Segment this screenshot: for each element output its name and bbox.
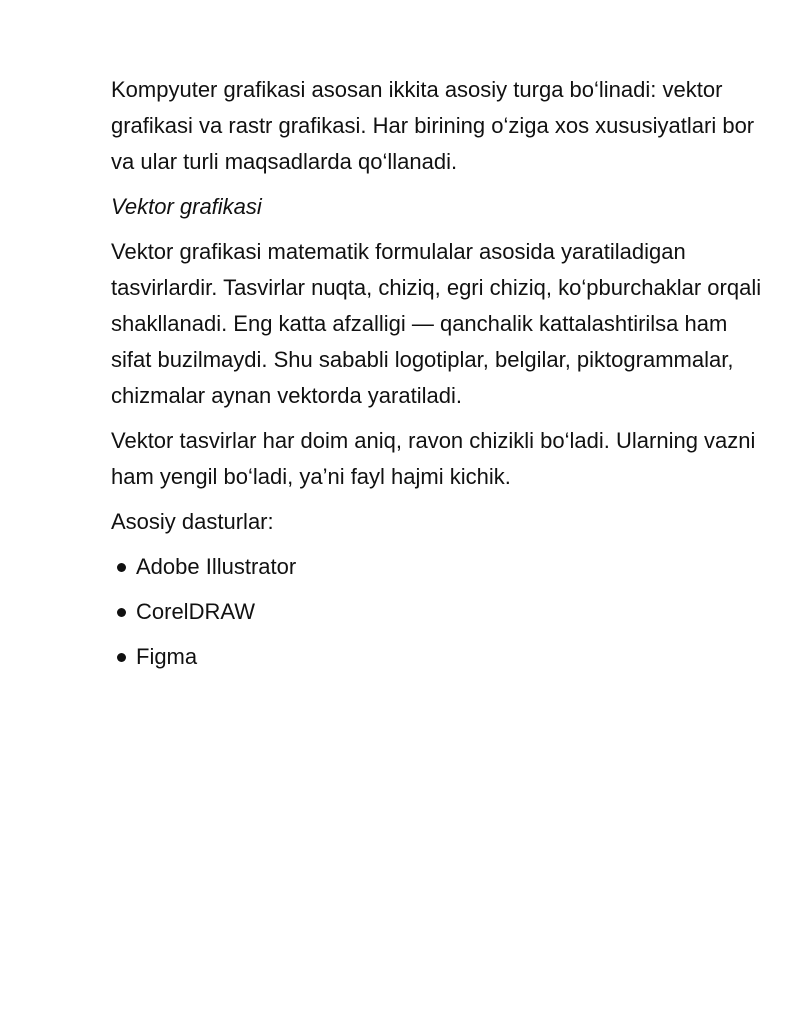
programs-list (111, 549, 771, 675)
programs-label: Asosiy dasturlar: (111, 509, 274, 534)
bullet-icon (117, 608, 126, 617)
body-paragraph-1: Vektor grafikasi matematik formulalar asosida yaratiladigan tasvirlardir. Tasvirlar nuqta, chiziq, egri chiziq, ko‘pburchaklar orqali shakllanadi. Eng katta afzalligi — qanchalik kattalashtirilsa ham sifat buzilmaydi. Shu sababli logotiplar, belgilar, piktogrammalar, chizmalar aynan vektorda yaratiladi. (111, 239, 762, 408)
list-item-label: Adobe Illustrator (136, 554, 297, 579)
list-item (111, 639, 771, 675)
intro-paragraph: Kompyuter grafikasi asosan ikkita asosiy turga bo‘linadi: vektor grafikasi va rastr grafikasi. Har birining o‘ziga xos xususiyatlari bor va ular turli maqsadlarda qo‘llanadi. (111, 77, 755, 174)
section-heading: Vektor grafikasi (111, 194, 262, 219)
list-item-label: Figma (136, 644, 198, 669)
bullet-icon (117, 653, 126, 662)
list-item-label: CorelDRAW (136, 599, 255, 624)
list-item (111, 594, 771, 630)
body-paragraph-2: Vektor tasvirlar har doim aniq, ravon chizikli bo‘ladi. Ularning vazni ham yengil bo‘ladi, ya’ni fayl hajmi kichik. (111, 428, 756, 489)
bullet-icon (117, 563, 126, 572)
document-body (111, 72, 771, 684)
list-item (111, 549, 771, 585)
